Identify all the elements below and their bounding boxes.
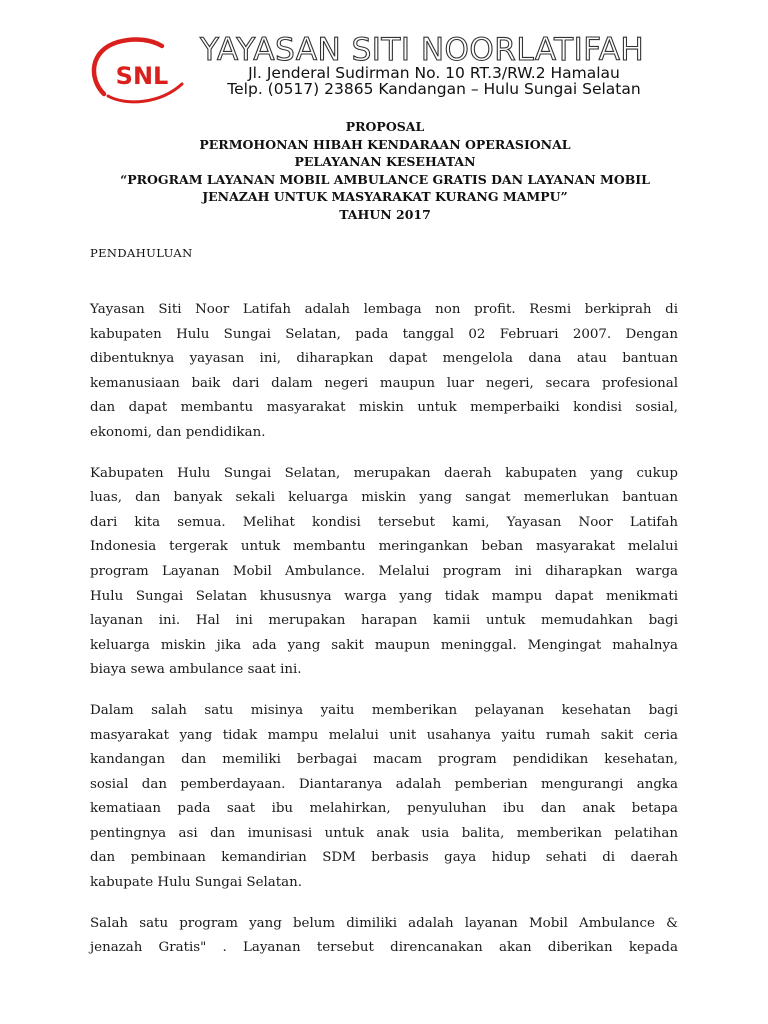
paragraph-line: Salah satu program yang belum dimiliki adalah layanan Mobil Ambulance & (90, 915, 678, 931)
document-body (90, 298, 678, 977)
address-line-2: Telp. (0517) 23865 Kandangan – Hulu Sungai Selatan (227, 80, 641, 98)
title-line-2: PERMOHONAN HIBAH KENDARAAN OPERASIONAL (199, 136, 571, 152)
paragraph-4 (90, 912, 678, 961)
paragraph-line: dari kita semua. Melihat kondisi tersebut kami, Yayasan Noor Latifah (90, 514, 678, 530)
paragraph-line: Hulu Sungai Selatan khususnya warga yang tidak mampu dapat menikmati (90, 588, 678, 604)
paragraph-line: kabupate Hulu Sungai Selatan. (90, 875, 303, 891)
paragraph-line: pentingnya asi dan imunisasi untuk anak usia balita, memberikan pelatihan (90, 825, 678, 841)
paragraph-line: program Layanan Mobil Ambulance. Melalui program ini diharapkan warga (90, 563, 678, 579)
title-line-4: “PROGRAM LAYANAN MOBIL AMBULANCE GRATIS DAN LAYANAN MOBIL (120, 171, 650, 187)
yayasan-logo-icon (86, 34, 190, 106)
document-title (80, 118, 690, 223)
paragraph-line: kemanusiaan baik dari dalam negeri maupun luar negeri, secara profesional (90, 375, 678, 391)
organization-name: YAYASAN SITI NOORLATIFAH (200, 32, 645, 68)
paragraph-line: luas, dan banyak sekali keluarga miskin yang sangat memerlukan bantuan (90, 490, 678, 506)
paragraph-1 (90, 298, 678, 446)
title-line-3: PELAYANAN KESEHATAN (294, 154, 476, 169)
paragraph-line: biaya sewa ambulance saat ini. (90, 662, 302, 678)
title-line-6: TAHUN 2017 (339, 206, 431, 222)
paragraph-line: Kabupaten Hulu Sungai Selatan, merupakan daerah kabupaten yang cukup (90, 465, 678, 481)
paragraph-line: masyarakat yang tidak mampu melalui unit usahanya yaitu rumah sakit ceria (90, 727, 678, 743)
paragraph-line: jenazah Gratis" . Layanan tersebut direncanakan akan diberikan kepada (90, 940, 678, 956)
section-heading: PENDAHULUAN (90, 246, 193, 260)
address-line-1: Jl. Jenderal Sudirman No. 10 RT.3/RW.2 Hamalau (248, 64, 620, 82)
paragraph-line: kandangan dan memiliki berbagai macam program pendidikan kesehatan, (90, 752, 678, 768)
paragraph-line: sosial dan pemberdayaan. Diantaranya adalah pemberian mengurangi angka (90, 776, 678, 792)
paragraph-line: keluarga miskin jika ada yang sakit maupun meninggal. Mengingat mahalnya (90, 637, 678, 653)
logo-text: SNL (115, 62, 169, 90)
paragraph-line: dan pembinaan kemandirian SDM berbasis gaya hidup sehati di daerah (90, 850, 678, 866)
paragraph-3 (90, 699, 678, 896)
paragraph-line: kabupaten Hulu Sungai Selatan, pada tanggal 02 Februari 2007. Dengan (90, 326, 678, 342)
paragraph-line: layanan ini. Hal ini merupakan harapan kamii untuk memudahkan bagi (90, 613, 678, 629)
paragraph-line: Indonesia tergerak untuk membantu meringankan beban masyarakat melalui (90, 539, 678, 555)
paragraph-line: Dalam salah satu misinya yaitu memberikan pelayanan kesehatan bagi (90, 702, 678, 718)
title-line-1: PROPOSAL (345, 119, 425, 134)
title-line-5: JENAZAH UNTUK MASYARAKAT KURANG MAMPU” (202, 189, 568, 204)
paragraph-line: Yayasan Siti Noor Latifah adalah lembaga non profit. Resmi berkiprah di (90, 302, 678, 317)
paragraph-line: dan dapat membantu masyarakat miskin untuk memperbaiki kondisi sosial, (90, 400, 678, 416)
paragraph-line: kematiaan pada saat ibu melahirkan, penyuluhan ibu dan anak betapa (90, 801, 678, 817)
paragraph-line: ekonomi, dan pendidikan. (90, 424, 266, 440)
paragraph-2 (90, 462, 678, 683)
paragraph-line: dibentuknya yayasan ini, diharapkan dapat mengelola dana atau bantuan (90, 351, 678, 367)
